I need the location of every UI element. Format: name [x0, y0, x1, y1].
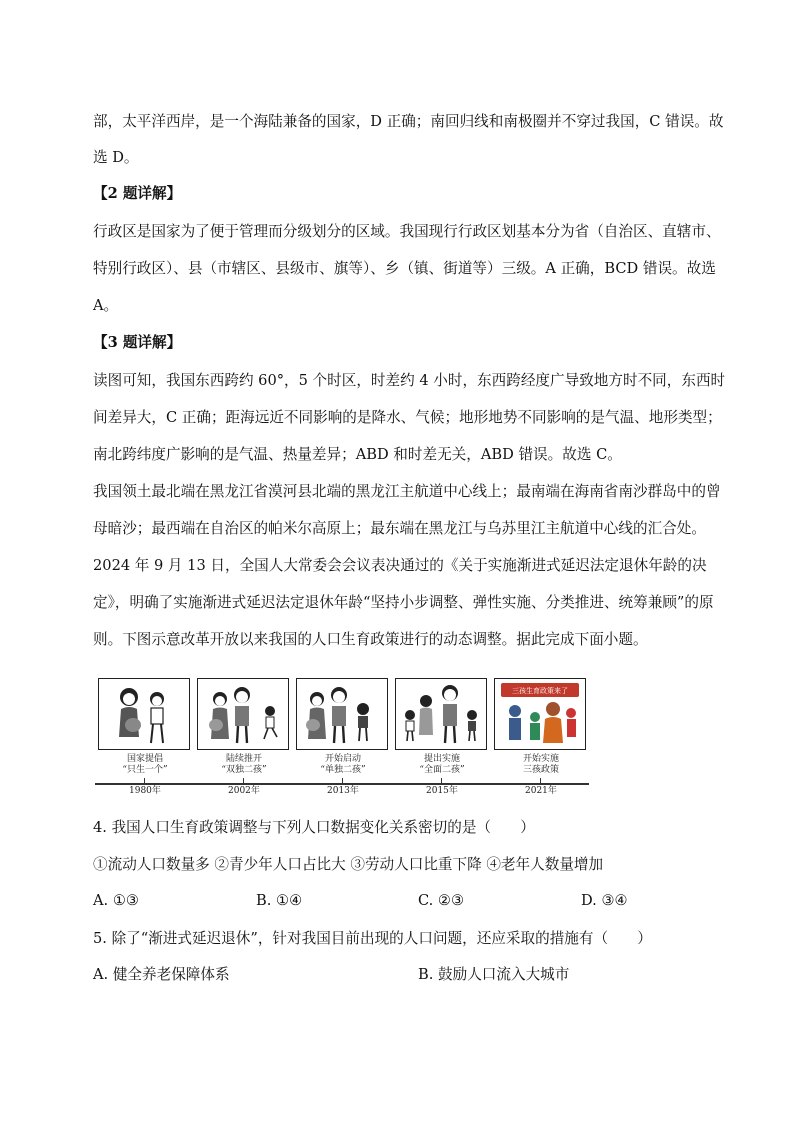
question-4-stem: 4. 我国人口生育政策调整与下列人口数据变化关系密切的是（ ）	[93, 819, 535, 836]
text-line: 特别行政区）、县（市辖区、县级市、旗等）、乡（镇、街道等）三级。A 正确，BCD 错误。故选	[93, 260, 716, 277]
text-line: 部，太平洋西岸，是一个海陆兼备的国家，D 正确；南回归线和南极圈并不穿过我国，C 错误。故	[93, 113, 724, 130]
panel-2002	[197, 678, 289, 750]
text-line: 南北跨纬度广影响的是气温、热量差异；ABD 和时差无关，ABD 错误。故选 C。	[93, 446, 622, 463]
family-one-child-illustration	[99, 679, 189, 749]
family-single-two-children-illustration	[297, 679, 387, 749]
panel-1980	[98, 678, 190, 750]
text-line: 母暗沙；最西端在自治区的帕米尔高原上；最东端在黑龙江与乌苏里江主航道中心线的汇合处。	[93, 520, 706, 537]
text-line: 选 D。	[93, 149, 139, 166]
family-two-children-illustration	[198, 679, 288, 749]
caption-line1: 提出实施	[423, 754, 460, 764]
panel-2021	[494, 678, 586, 750]
caption-line1: 国家提倡	[126, 754, 163, 764]
text-line: 行政区是国家为了便于管理而分级划分的区域。我国现行行政区划基本分为省（自治区、直辖市、	[93, 223, 721, 240]
timeline-tick	[243, 778, 244, 784]
option-a: A. 健全养老保障体系	[93, 966, 230, 983]
caption-line2: 三孩政策	[522, 765, 559, 775]
caption-line1: 陆续推开	[225, 754, 262, 764]
section-heading: 【2 题详解】	[93, 185, 182, 202]
question-5-stem: 5. 除了“渐进式延迟退休”，针对我国目前出现的人口问题，还应采取的措施有（ ）	[93, 930, 652, 947]
timeline-year: 1980年	[129, 786, 161, 796]
text-line: A。	[93, 297, 119, 314]
caption-line2: “只生一个”	[122, 765, 168, 775]
timeline-tick	[144, 778, 145, 784]
three-child-policy-illustration	[495, 679, 585, 749]
family-universal-two-children-illustration	[396, 679, 486, 749]
timeline-tick	[441, 778, 442, 784]
caption-line2: “双独二孩”	[221, 765, 267, 775]
section-heading: 【3 题详解】	[93, 334, 182, 351]
policy-timeline-figure	[95, 675, 589, 799]
caption-line1: 开始实施	[522, 754, 559, 764]
option-d: D. ③④	[581, 892, 628, 909]
question-4-items: ①流动人口数量多 ②青少年人口占比大 ③劳动人口比重下降 ④老年人数量增加	[93, 856, 604, 873]
option-b: B. ①④	[256, 892, 303, 909]
banner-text: 三孩生育政策来了	[512, 687, 568, 695]
text-line: 则。下图示意改革开放以来我国的人口生育政策进行的动态调整。据此完成下面小题。	[93, 631, 648, 648]
caption-line1: 开始启动	[324, 754, 361, 764]
panel-2013	[296, 678, 388, 750]
text-line: 间差异大，C 正确；距海远近不同影响的是降水、气候；地形地势不同影响的是气温、地形类型；	[93, 409, 722, 426]
text-line: 我国领土最北端在黑龙江省漠河县北端的黑龙江主航道中心线上；最南端在海南省南沙群岛中的曾	[93, 483, 721, 500]
text-line: 读图可知，我国东西跨约 60°，5 个时区，时差约 4 小时，东西跨经度广导致地方时不同，东西时	[93, 372, 726, 389]
text-line: 2024 年 9 月 13 日，全国人大常委会会议表决通过的《关于实施渐进式延迟法定退休年龄的决	[93, 557, 707, 574]
timeline-year: 2015年	[426, 786, 458, 796]
option-b: B. 鼓励人口流入大城市	[418, 966, 570, 983]
timeline-tick	[540, 778, 541, 784]
caption-line2: “全面二孩”	[419, 765, 465, 775]
timeline-year: 2013年	[327, 786, 359, 796]
option-c: C. ②③	[418, 892, 465, 909]
panel-2015	[395, 678, 487, 750]
caption-line2: “单独二孩”	[320, 765, 366, 775]
option-a: A. ①③	[93, 892, 139, 909]
timeline-year: 2002年	[228, 786, 260, 796]
timeline-tick	[342, 778, 343, 784]
timeline-year: 2021年	[525, 786, 557, 796]
text-line: 定》，明确了实施渐进式延迟法定退休年龄“坚持小步调整、弹性实施、分类推进、统筹兼顾”的原	[93, 594, 714, 611]
